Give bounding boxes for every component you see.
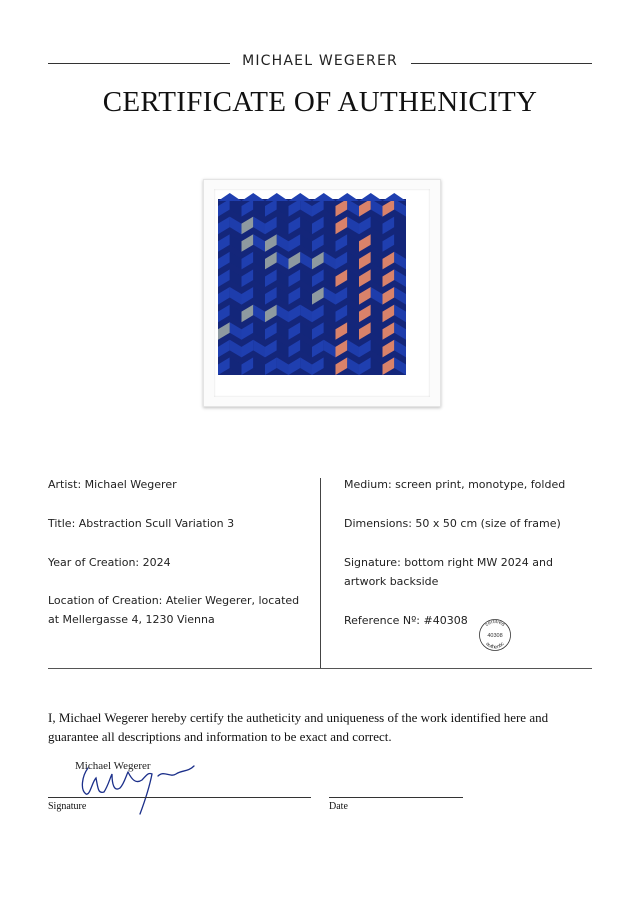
artwork-top-tip xyxy=(383,193,407,201)
seal-bottom-text: authentic xyxy=(484,641,506,651)
artwork-top-tip xyxy=(289,193,313,201)
location-field xyxy=(48,591,299,629)
signature-line xyxy=(48,797,311,798)
artist-field: Artist: Michael Wegerer xyxy=(48,478,177,491)
svg-text:certified xyxy=(484,619,506,628)
artwork-top-tip xyxy=(336,193,360,201)
reference-field: Reference Nº: #40308 xyxy=(344,614,468,627)
artist-header: MICHAEL WEGERER xyxy=(242,53,398,69)
artwork-frame xyxy=(203,179,441,407)
certificate-title: CERTIFICATE OF AUTHENICITY xyxy=(102,86,538,118)
statement-line-2: guarantee all descriptions and information to be exact and correct. xyxy=(48,729,392,744)
date-line xyxy=(329,797,463,798)
signer-printed-name: Michael Wegerer xyxy=(75,760,151,772)
signature-label: Signature xyxy=(48,801,87,812)
artwork-image xyxy=(218,193,406,375)
location-line-1: Location of Creation: Atelier Wegerer, located xyxy=(48,594,300,607)
signature-line-1: Signature: bottom right MW 2024 and xyxy=(344,556,553,569)
details-bottom-rule xyxy=(48,668,592,669)
seal-top-text: certified xyxy=(484,618,506,628)
statement-line-1: I, Michael Wegerer hereby certify the autheticity and uniqueness of the work identified here and xyxy=(48,710,549,725)
certified-seal xyxy=(478,618,512,652)
artwork-top-tip xyxy=(359,193,383,201)
header-rule-right xyxy=(411,63,592,64)
year-field: Year of Creation: 2024 xyxy=(48,556,171,569)
medium-field: Medium: screen print, monotype, folded xyxy=(344,478,566,491)
certification-statement xyxy=(48,708,598,746)
svg-text:authentic xyxy=(484,641,506,651)
signature-line-2: artwork backside xyxy=(344,575,439,588)
location-line-2: at Mellergasse 4, 1230 Vienna xyxy=(48,613,215,626)
artwork-top-tip xyxy=(218,193,242,201)
date-label: Date xyxy=(329,801,348,812)
artwork-top-tip xyxy=(312,193,336,201)
title-field: Title: Abstraction Scull Variation 3 xyxy=(48,517,235,530)
artwork-top-tip xyxy=(265,193,289,201)
dimensions-field: Dimensions: 50 x 50 cm (size of frame) xyxy=(344,517,561,530)
artwork-top-tip xyxy=(242,193,266,201)
column-divider xyxy=(320,478,321,668)
signature-field xyxy=(344,553,553,591)
seal-number: 40308 xyxy=(487,633,503,639)
